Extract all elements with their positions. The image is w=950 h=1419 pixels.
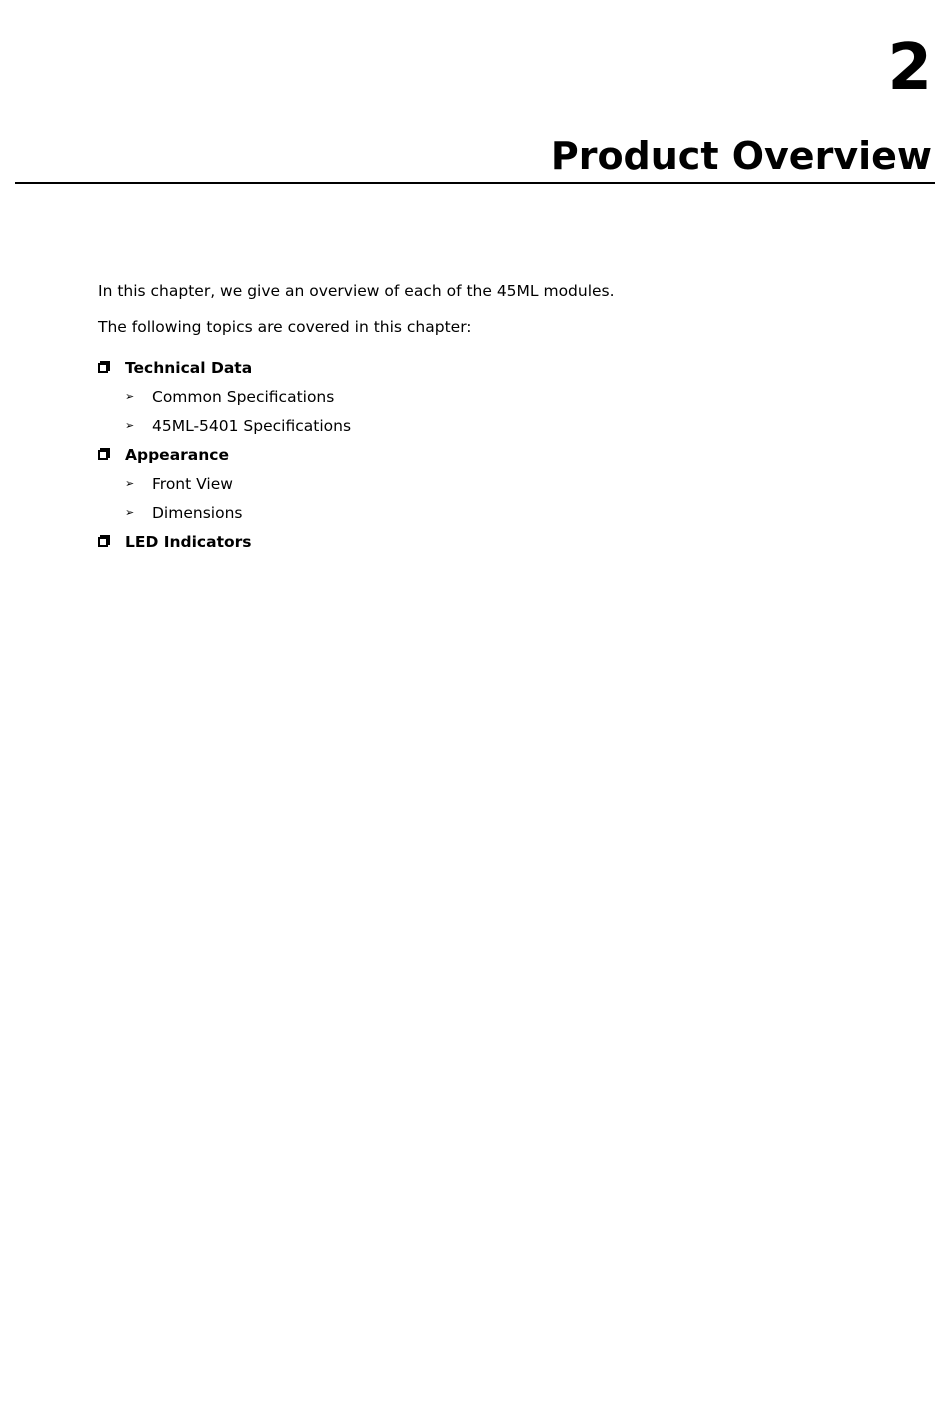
- topic-label: Technical Data: [125, 358, 253, 377]
- topic-label: LED Indicators: [125, 532, 252, 551]
- topic-item-led-indicators: [98, 527, 898, 556]
- arrowhead-right-icon: ➢: [125, 390, 135, 403]
- subtopic-label: Front View: [152, 474, 233, 493]
- topic-item-technical-data: [98, 353, 898, 440]
- subtopic-item: [125, 498, 898, 527]
- arrowhead-right-icon: ➢: [125, 419, 135, 432]
- arrowhead-right-icon: ➢: [125, 477, 135, 490]
- topic-label: Appearance: [125, 445, 229, 464]
- subtopic-item: [125, 469, 898, 498]
- subtopic-list: [98, 382, 898, 440]
- topic-heading: [98, 440, 898, 469]
- subtopic-label: Dimensions: [152, 503, 243, 522]
- chapter-content: [98, 281, 898, 556]
- subtopic-label: Common Specifications: [152, 387, 335, 406]
- topic-heading: [98, 527, 898, 556]
- subtopic-item: [125, 382, 898, 411]
- chapter-number: 2: [887, 31, 932, 105]
- checkbox-square-icon: [98, 448, 111, 461]
- checkbox-square-icon: [98, 361, 111, 374]
- intro-paragraph: In this chapter, we give an overview of each of the 45ML modules.: [98, 282, 615, 300]
- subtopic-list: [98, 469, 898, 527]
- chapter-title: Product Overview: [550, 134, 932, 178]
- topic-item-appearance: [98, 440, 898, 527]
- topic-heading: [98, 353, 898, 382]
- title-divider: [15, 182, 935, 184]
- arrowhead-right-icon: ➢: [125, 506, 135, 519]
- checkbox-square-icon: [98, 535, 111, 548]
- topics-intro-paragraph: The following topics are covered in this chapter:: [98, 318, 472, 336]
- subtopic-label: 45ML-5401 Specifications: [152, 416, 352, 435]
- subtopic-item: [125, 411, 898, 440]
- topic-list: [98, 353, 898, 556]
